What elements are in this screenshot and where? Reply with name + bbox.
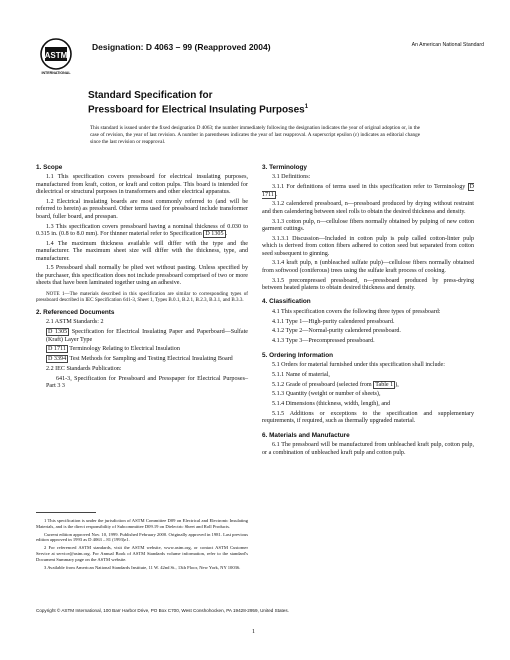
- para-5-1-5: 5.1.5 Additions or exceptions to the specification and supplementary requirements, if required, such as thermally upgraded material.: [262, 411, 474, 425]
- copyright-line: Copyright © ASTM International, 100 Barr Harbor Drive, PO Box C700, West Conshohocken, PA 19428-2959, United States.: [36, 608, 289, 613]
- para-4-1-1: 4.1.1 Type 1—High-purity calendered pressboard.: [272, 318, 395, 325]
- standard-type: An American National Standard: [411, 42, 484, 48]
- section-heading-terminology: 3. Terminology: [262, 164, 307, 171]
- para-1-2: 1.2 Electrical insulating boards are most commonly referred to (and will be referred to herein) as pressboard. Other terms used for pressboard include transformer board, fuller board, and presspan.: [36, 199, 248, 220]
- title-line-2: Pressboard for Electrical Insulating Purposes$^1$: [88, 103, 309, 115]
- left-column: [36, 164, 248, 393]
- iec-reference: 641-3, Specification for Pressboard and Presspaper for Electrical Purposes–Part 3 3: [46, 375, 248, 390]
- para-1-5: 1.5 Pressboard shall normally be plied wet without pasting. Unless specified by the purchaser, this specification does not include pressboard comprised of two or more sheets that have been laminated together using an adhesive.: [36, 265, 248, 287]
- para-3-1: 3.1 Definitions:: [272, 174, 311, 181]
- reference-item: D 3394 Test Methods for Sampling and Testing Electrical Insulating Board: [48, 356, 233, 363]
- section-heading-materials: 6. Materials and Manufacture: [262, 431, 350, 439]
- note-1: NOTE 1—The materials described in this specification are similar to corresponding types of pressboard described in IEC Specification 641-3, Sheet 1, Types B.0.1, B.2.1, B.2.3, B.3.1, and B.3.3.: [36, 290, 248, 303]
- footnote-rule: [36, 512, 96, 513]
- para-3-1-5: 3.1.5 precompressed pressboard, n—pressboard produced by press-drying between heated platens to obtain desired thickness and density.: [262, 277, 474, 292]
- para-3-1-3: 3.1.3 cotton pulp, n—cellulose fibers normally obtained by pulping of new cotton garment cuttings.: [262, 218, 474, 233]
- ref-link-d1711[interactable]: D 1711: [262, 184, 474, 198]
- section-heading-referenced-documents: 2. Referenced Documents: [36, 309, 115, 317]
- issuance-note: This standard is issued under the fixed designation D 4063; the number immediately following the designation indicates the year of original adoption or, in the case of revision, the year of last revision. A number in parentheses indicates the year of last reapproval. A superscript epsilon (ε) indicates an editorial change since the last revision or reapproval.: [90, 125, 420, 145]
- para-3-1-1: 3.1.1 For definitions of terms used in this specification refer to Terminology D 1711 .: [262, 184, 474, 198]
- para-6-1: 6.1 The pressboard will be manufactured from unbleached kraft pulp, cotton pulp, or a combination of unbleached kraft pulp and cotton pulp.: [262, 442, 474, 456]
- reference-item: D 1305 Specification for Electrical Insulating Paper and Paperboard—Sulfate (Kraft) Layer Type: [46, 329, 248, 343]
- para-1-4: 1.4 The maximum thickness available will differ with the type and the manufacturer. The maximum sheet size will differ with the thickness, type, and manufacturer.: [36, 240, 248, 262]
- section-heading-classification: 4. Classification: [262, 298, 311, 306]
- para-2-2: 2.2 IEC Standards Publication:: [46, 366, 122, 373]
- ref-link-d1305[interactable]: D 1305: [48, 329, 68, 336]
- right-column: [262, 164, 474, 459]
- para-5-1-3: 5.1.3 Quantity (weight or number of sheets),: [272, 391, 381, 398]
- reference-item: D 1711 Terminology Relating to Electrical Insulation: [48, 346, 180, 353]
- para-4-1-2: 4.1.2 Type 2—Normal-purity calendered pressboard.: [272, 328, 401, 335]
- ref-link-d3394[interactable]: D 3394: [48, 356, 67, 363]
- section-heading-scope: 1. Scope: [36, 164, 63, 171]
- para-4-1: 4.1 This specification covers the following three types of pressboard:: [272, 308, 441, 315]
- astm-logo: [36, 36, 76, 76]
- para-2-1: 2.1 ASTM Standards: 2: [46, 319, 104, 326]
- svg-text:ASTM: ASTM: [44, 51, 68, 60]
- para-1-1: 1.1 This specification covers pressboard for electrical insulating purposes, manufactured from kraft, cotton, or kraft and cotton pulps. This board is intended for dielectrical or structural purposes in transformers and other electrical apparatus.: [36, 174, 248, 196]
- para-5-1: 5.1 Orders for material furnished under this specification shall include:: [272, 362, 445, 369]
- footnote-2: 2 For referenced ASTM standards, visit the ASTM website, www.astm.org, or contact ASTM Customer Service at service@astm.org. For Annual Book of ASTM Standards volume information, refer to the standard's Document Summary page on the ASTM website.: [36, 545, 248, 562]
- svg-text:INTERNATIONAL: INTERNATIONAL: [41, 71, 71, 75]
- footnotes: [36, 518, 248, 572]
- ref-link-table-1[interactable]: Table 1: [375, 381, 394, 388]
- para-5-1-1: 5.1.1 Name of material,: [272, 371, 330, 378]
- section-heading-ordering: 5. Ordering Information: [262, 351, 334, 359]
- para-4-1-3: 4.1.3 Type 3—Precompressed pressboard.: [272, 338, 375, 345]
- document-title: [88, 90, 448, 115]
- para-1-3: 1.3 This specification covers pressboard having a nominal thickness of 0.030 to 0.315 in. (0.8 to 8.0 mm). For thinner material refer to Specification D 1305 .: [36, 223, 248, 238]
- title-line-1: Standard Specification for: [88, 90, 213, 101]
- footnote-3: 3 Available from American National Standards Institute, 11 W. 42nd St., 13th Floor, New York, NY 10036.: [44, 564, 241, 570]
- ref-link-d1305[interactable]: D 1305: [205, 231, 224, 238]
- para-5-1-2: 5.1.2 Grade of pressboard (selected from Table 1 ),: [272, 381, 399, 388]
- para-3-1-4: 3.1.4 kraft pulp, n (unbleached sulfate pulp)—cellulose fibers normally obtained from softwood (coniferous) trees using the sulfate kraft process of cooking.: [262, 260, 474, 274]
- designation: Designation: D 4063 – 99 (Reapproved 2004): [92, 42, 271, 52]
- page-number: 1: [252, 628, 256, 635]
- para-5-1-4: 5.1.4 Dimensions (thickness, width, length), and: [272, 401, 391, 408]
- para-3-1-2: 3.1.2 calendered pressboard, n—pressboard produced by drying without restraint and then calendering between steel rolls to obtain the desired thickness and density.: [262, 201, 474, 215]
- footnote-1: 1 This specification is under the jurisdiction of ASTM Committee D09 on Electrical and Electronic Insulating Materials, and is the direct responsibility of Subcommittee D09.19 on Dielectric Sheet and Roll Products.: [36, 518, 248, 529]
- footnote-1-edition: Current edition approved Nov. 10, 1999. Published February 2000. Originally approved in 1981. Last previous edition approved in 1993 as D 4063 – 81 (1993)ε1.: [36, 531, 248, 543]
- ref-link-d1711[interactable]: D 1711: [48, 346, 66, 353]
- para-3-1-3-1: 3.1.3.1 Discussion—Included in cotton pulp is pulp called cotton-linter pulp which is derived from cotton fibers adhered to cotton seed but separated from cotton seed subsequent to ginning.: [262, 235, 474, 257]
